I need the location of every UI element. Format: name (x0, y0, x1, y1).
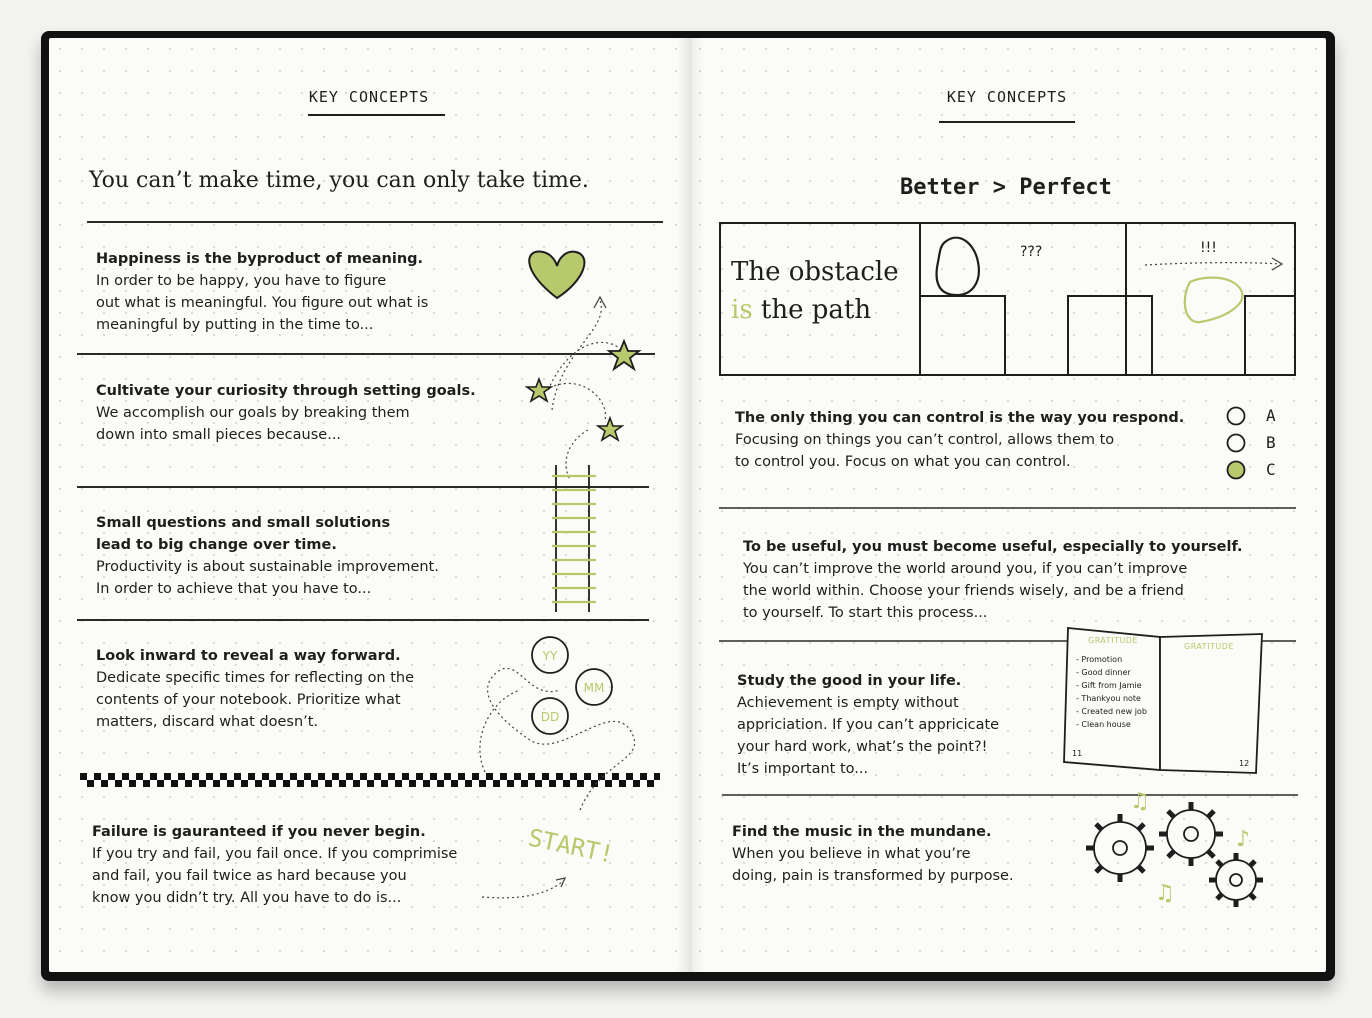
section-line: your hard work, what’s the point?! (737, 739, 988, 755)
option-b-radio (1228, 435, 1245, 452)
section-heading: Happiness is the byproduct of meaning. (96, 251, 424, 267)
gear-icon (1094, 810, 1256, 900)
gratitude-item: - Thankyou note (1076, 694, 1141, 703)
section-line: In order to be happy, you have to figure (96, 273, 387, 289)
gratitude-item: - Promotion (1076, 655, 1123, 664)
section-line: to yourself. To start this process... (743, 605, 988, 621)
comic-caption-rest: the path (752, 295, 872, 325)
section-line: Dedicate specific times for reflecting on the (96, 670, 415, 686)
section-line: In order to achieve that you have to... (96, 581, 372, 597)
bridge-rock (1185, 278, 1243, 323)
section-heading: Cultivate your curiosity through setting goals. (96, 383, 476, 399)
section-study-good (737, 670, 999, 780)
section-line: contents of your notebook. Prioritize what (96, 692, 401, 708)
left-header: KEY CONCEPTS (308, 88, 430, 106)
section-line: to control you. Focus on what you can control. (735, 454, 1071, 470)
section-line: Focusing on things you can’t control, allows them to (735, 432, 1115, 448)
option-c-radio (1228, 462, 1245, 479)
section-heading: Look inward to reveal a way forward. (96, 648, 401, 664)
gratitude-item: - Good dinner (1076, 668, 1131, 677)
section-line: appriciation. If you can’t appricicate (737, 717, 1000, 733)
gratitude-item: - Created new job (1076, 707, 1147, 716)
right-page-title: Better > Perfect (900, 175, 1112, 200)
section-line: Productivity is about sustainable improvement. (96, 559, 439, 575)
panel2-mark: ??? (1020, 244, 1043, 260)
option-a-label: A (1266, 406, 1276, 425)
section-line: When you believe in what you’re (732, 846, 971, 862)
section-line: matters, discard what doesn’t. (96, 714, 319, 730)
comic-caption-line1: The obstacle (731, 257, 899, 287)
section-control (735, 407, 1184, 473)
panel3-mark: !!! (1200, 240, 1217, 256)
section-line: meaningful by putting in the time to... (96, 317, 374, 333)
gratitude-item: - Gift from Jamie (1076, 681, 1142, 690)
section-heading: Failure is gauranteed if you never begin. (92, 824, 426, 840)
svg-text:♫: ♫ (1155, 881, 1175, 906)
comic-caption-accent: is (731, 295, 753, 325)
circle-mm-label: MM (583, 681, 605, 695)
section-line: We accomplish our goals by breaking them (96, 405, 410, 421)
section-line: Achievement is empty without (737, 695, 959, 711)
gratitude-right-title: GRATITUDE (1184, 642, 1234, 651)
circle-yy-label: YY (542, 649, 558, 663)
gratitude-page-left: 11 (1072, 749, 1083, 758)
gratitude-list (1076, 653, 1147, 731)
section-useful (743, 536, 1242, 624)
section-line: It’s important to... (737, 761, 869, 777)
section-heading: To be useful, you must become useful, especially to yourself. (743, 539, 1243, 555)
section-line: and fail, you fail twice as hard because you (92, 868, 407, 884)
circle-dd-label: DD (540, 710, 560, 724)
section-line: down into small pieces because... (96, 427, 342, 443)
section-line: You can’t improve the world around you, if you can’t improve (743, 561, 1188, 577)
section-line: out what is meaningful. You figure out what is (96, 295, 429, 311)
section-line: the world within. Choose your friends wisely, and be a friend (743, 583, 1184, 599)
svg-text:♪: ♪ (1236, 827, 1251, 852)
section-music (732, 821, 1014, 887)
option-b-label: B (1266, 433, 1276, 452)
left-page-title: You can’t make time, you can only take time. (89, 168, 589, 193)
gratitude-left-title: GRATITUDE (1088, 636, 1138, 645)
section-heading-2: lead to big change over time. (96, 537, 337, 553)
option-a-radio (1228, 408, 1245, 425)
section-heading: Study the good in your life. (737, 673, 962, 689)
section-line: know you didn’t try. All you have to do is... (92, 890, 402, 906)
section-heading: Small questions and small solutions (96, 515, 391, 531)
section-line: If you try and fail, you fail once. If you comprimise (92, 846, 458, 862)
right-header: KEY CONCEPTS (946, 88, 1068, 106)
section-heading: Find the music in the mundane. (732, 824, 992, 840)
obstacle-rock (937, 238, 979, 295)
section-heading: The only thing you can control is the way you respond. (735, 410, 1185, 426)
gratitude-item: - Clean house (1076, 720, 1131, 729)
gratitude-page-right: 12 (1239, 759, 1250, 768)
start-label: START! (525, 823, 617, 869)
option-c-label: C (1266, 460, 1276, 479)
svg-text:♫: ♫ (1130, 789, 1150, 814)
section-line: doing, pain is transformed by purpose. (732, 868, 1014, 884)
